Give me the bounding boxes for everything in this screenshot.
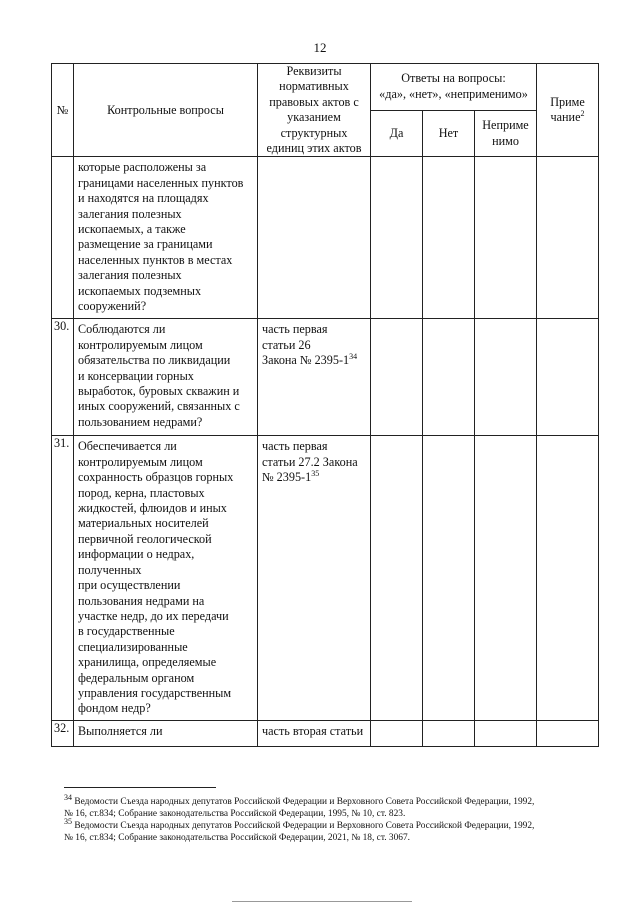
row-number: 31.	[52, 436, 74, 720]
note-cell[interactable]	[537, 436, 599, 720]
control-questions-table	[51, 63, 599, 747]
header-no: Нет	[423, 110, 475, 157]
answer-na-cell[interactable]	[475, 720, 537, 746]
footnotes	[64, 792, 614, 844]
row-requisites: часть первая статьи 26 Закона № $2395-1^{34}$	[258, 319, 371, 436]
answer-no-cell[interactable]	[423, 720, 475, 746]
footnote-35: $^{35}$ Ведомости Съезда народных депутатов Российской Федерации и Верховного Совета Российской Федерации, 1992,	[64, 816, 535, 831]
table-row	[52, 157, 599, 319]
answer-no-cell[interactable]	[423, 157, 475, 319]
row-requisites	[258, 157, 371, 319]
row-question: Выполняется ли	[74, 720, 258, 746]
note-cell[interactable]	[537, 157, 599, 319]
page-bottom-edge	[232, 901, 412, 902]
row-number: 30.	[52, 319, 74, 436]
row-number: 32.	[52, 720, 74, 746]
header-answers: Ответы на вопросы: «да», «нет», «неприменимо»	[371, 64, 537, 111]
header-not-applicable: Неприме нимо	[475, 110, 537, 157]
table-row	[52, 720, 599, 746]
note-cell[interactable]	[537, 319, 599, 436]
answer-no-cell[interactable]	[423, 319, 475, 436]
header-note: Приме чание$^2$	[537, 64, 599, 157]
answer-na-cell[interactable]	[475, 319, 537, 436]
row-requisites: часть первая статьи 27.2 Закона № $2395-1^{35}$	[258, 436, 371, 720]
footnote-34: $^{34}$ Ведомости Съезда народных депутатов Российской Федерации и Верховного Совета Российской Федерации, 1992,	[64, 792, 535, 807]
answer-yes-cell[interactable]	[371, 319, 423, 436]
answer-no-cell[interactable]	[423, 436, 475, 720]
answer-na-cell[interactable]	[475, 436, 537, 720]
answer-yes-cell[interactable]	[371, 720, 423, 746]
row-question: Обеспечивается ли контролируемым лицом сохранность образцов горных пород, керна, пластовых жидкостей, флюидов и иных материальных носителей первичной геологической информации о недрах, полученных при осуществлении пользования недрами на участке недр, до их передачи в государственные специализированные хранилища, определяемые федеральным органом управления государственным фондом недр?	[74, 436, 258, 720]
row-requisites: часть вторая статьи	[258, 720, 371, 746]
row-question: Соблюдаются ли контролируемым лицом обязательства по ликвидации и консервации горных выработок, буровых скважин и иных сооружений, связанных с пользованием недрами?	[74, 319, 258, 436]
footnote-35-cont: № 16, ст.834; Собрание законодательства Российской Федерации, 2021, № 18, ст. 3067.	[64, 833, 411, 843]
footnote-separator	[64, 787, 216, 788]
note-cell[interactable]	[537, 720, 599, 746]
row-question: которые расположены за границами населенных пунктов и находятся на площадях залегания полезных ископаемых, а также размещение за границами населенных пунктов в местах залегания полезных ископаемых подземных сооружений?	[74, 157, 258, 319]
answer-yes-cell[interactable]	[371, 157, 423, 319]
answer-yes-cell[interactable]	[371, 436, 423, 720]
header-requisites: Реквизиты нормативных правовых актов с указанием структурных единиц этих актов	[258, 64, 371, 157]
table-row	[52, 436, 599, 720]
footnote-34-cont: № 16, ст.834; Собрание законодательства Российской Федерации, 1995, № 10, ст. 823.	[64, 809, 406, 819]
row-number	[52, 157, 74, 319]
page-number: 12	[313, 40, 327, 55]
answer-na-cell[interactable]	[475, 157, 537, 319]
header-question: Контрольные вопросы	[74, 64, 258, 157]
header-number: №	[52, 64, 74, 157]
header-yes: Да	[371, 110, 423, 157]
table-row	[52, 319, 599, 436]
